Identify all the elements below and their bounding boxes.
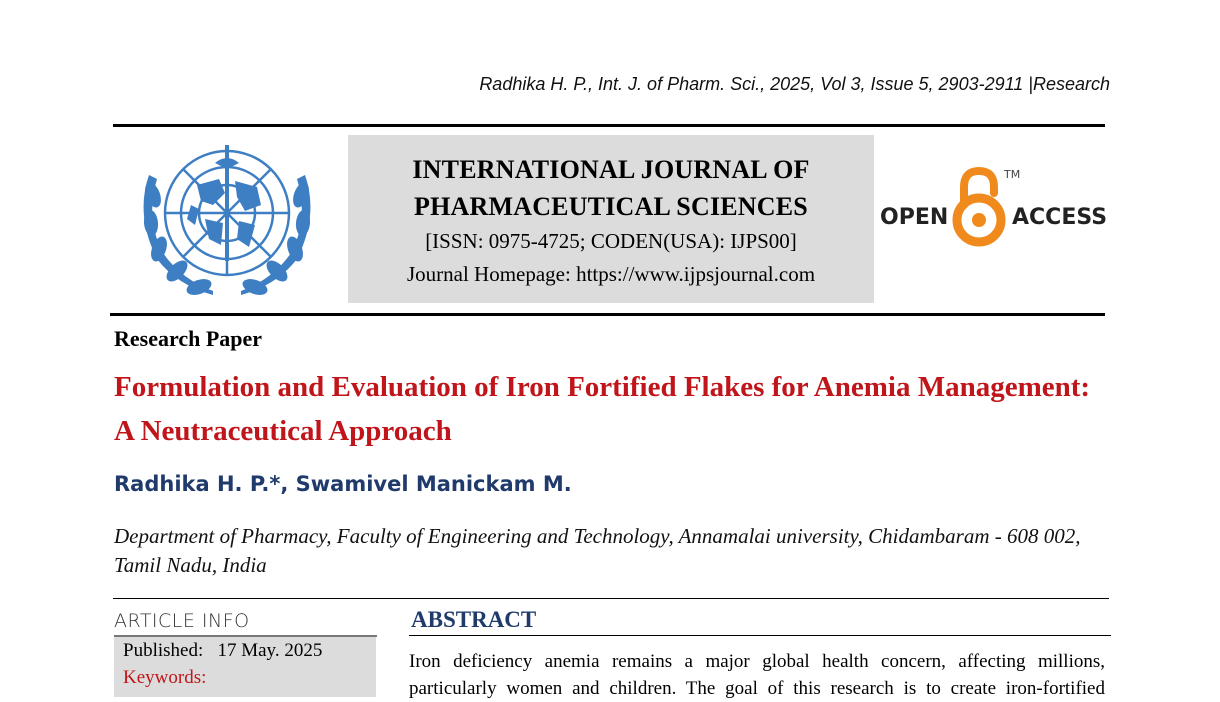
journal-masthead xyxy=(348,135,874,303)
abstract-text xyxy=(409,648,1105,702)
un-emblem-icon xyxy=(127,135,327,307)
published-date: 17 May. 2025 xyxy=(217,640,323,661)
affiliation: Department of Pharmacy, Faculty of Engineering and Technology, Annamalai university, Chidambaram - 608 002, Tamil Nadu, India xyxy=(114,524,1081,577)
journal-title-line2: PHARMACEUTICAL SCIENCES xyxy=(414,192,808,221)
open-access-access-text: ACCESS xyxy=(1012,205,1108,230)
paper-type: Research Paper xyxy=(114,326,263,351)
article-info-heading: ARTICLE INFO xyxy=(114,610,250,632)
journal-title xyxy=(348,151,874,225)
journal-homepage: Journal Homepage: https://www.ijpsjournal.com xyxy=(406,262,816,286)
header-rule-bottom xyxy=(110,313,1105,316)
section-divider xyxy=(113,598,1109,599)
citation-header: Radhika H. P., Int. J. of Pharm. Sci., 2025, Vol 3, Issue 5, 2903-2911 |Research xyxy=(479,74,1110,94)
paper-title: Formulation and Evaluation of Iron Fortified Flakes for Anemia Management: A Neutraceutical Approach xyxy=(114,371,1091,447)
header-rule-top xyxy=(113,124,1105,127)
abstract-line-2: particularly women and children. The goal of this research is to create iron-fortified xyxy=(409,678,1105,699)
abstract-line-1: Iron deficiency anemia remains a major global health concern, affecting millions, xyxy=(409,651,1105,672)
abstract-heading: ABSTRACT xyxy=(411,607,537,632)
journal-title-line1: INTERNATIONAL JOURNAL OF xyxy=(412,155,810,184)
open-access-lock-icon xyxy=(957,171,1001,242)
published-label: Published: xyxy=(123,640,204,661)
abstract-rule xyxy=(409,635,1111,636)
open-access-open-text: OPEN xyxy=(880,205,949,230)
open-access-tm-text: TM xyxy=(1004,168,1021,181)
open-access-logo xyxy=(880,165,1110,255)
keywords-label: Keywords: xyxy=(123,667,207,688)
journal-issn: [ISSN: 0975-4725; CODEN(USA): IJPS00] xyxy=(425,229,797,253)
article-published xyxy=(123,640,322,662)
author-list: Radhika H. P.*, Swamivel Manickam M. xyxy=(114,472,572,496)
